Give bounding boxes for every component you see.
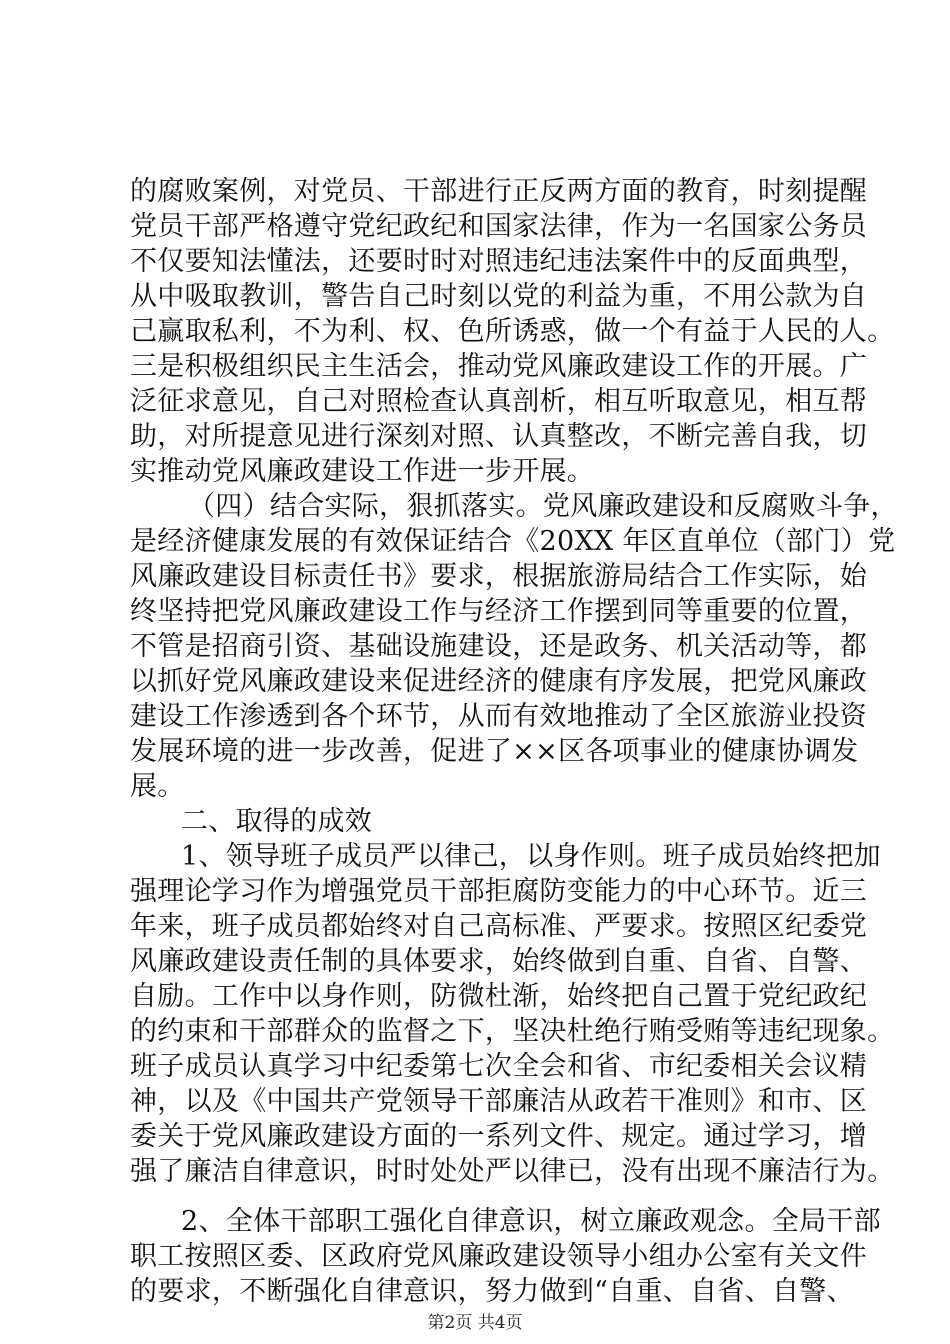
text-line: 终坚持把党风廉政建设工作与经济工作摆到同等重要的位置， [130,596,868,627]
text-line: 职工按照区委、区政府党风廉政建设领导小组办公室有关文件 [130,1241,868,1272]
text-line: 是经济健康发展的有效保证结合《20XX 年区直单位（部门）党 [130,526,896,557]
text-line: 的腐败案例，对党员、干部进行正反两方面的教育，时刻提醒 [130,176,868,207]
text-line: 班子成员认真学习中纪委第七次全会和省、市纪委相关会议精 [130,1051,868,1082]
text-line: 风廉政建设责任制的具体要求，始终做到自重、自省、自警、 [130,946,868,977]
text-line: 三是积极组织民主生活会，推动党风廉政建设工作的开展。广 [130,351,868,382]
text-line: 年来，班子成员都始终对自己高标准、严要求。按照区纪委党 [130,911,868,942]
text-line: 实推动党风廉政建设工作进一步开展。 [130,456,595,487]
text-line: 己赢取私利，不为利、权、色所诱惑，做一个有益于人民的人。 [130,316,895,347]
text-line: 展。 [130,771,185,802]
text-line: 的要求，不断强化自律意识，努力做到“自重、自省、自警、 [130,1276,854,1307]
text-line: 建设工作渗透到各个环节，从而有效地推动了全区旅游业投资 [130,701,868,732]
text-line: 风廉政建设目标责任书》要求，根据旅游局结合工作实际，始 [130,561,868,592]
section-heading: 二、取得的成效 [181,806,373,837]
text-line: 以抓好党风廉政建设来促进经济的健康有序发展，把党风廉政 [130,666,868,697]
text-line: 自励。工作中以身作则，防微杜渐，始终把自己置于党纪政纪 [130,981,868,1012]
text-line: 党员干部严格遵守党纪政纪和国家法律，作为一名国家公务员 [130,211,868,242]
text-line: 助，对所提意见进行深刻对照、认真整改，不断完善自我，切 [130,421,868,452]
text-line: 的约束和干部群众的监督之下，坚决杜绝行贿受贿等违纪现象。 [130,1016,895,1047]
page-footer: 第2页 共4页 [427,1313,523,1333]
text-line: （四）结合实际，狠抓落实。党风廉政建设和反腐败斗争， [188,491,898,522]
text-line: 发展环境的进一步改善，促进了××区各项事业的健康协调发 [130,736,859,767]
text-line: 1、领导班子成员严以律己，以身作则。班子成员始终把加 [181,841,881,872]
text-line: 委关于党风廉政建设方面的一系列文件、规定。通过学习，增 [130,1121,868,1152]
text-line: 2、全体干部职工强化自律意识，树立廉政观念。全局干部 [181,1206,881,1237]
text-line: 从中吸取教训，警告自己时刻以党的利益为重，不用公款为自 [130,281,868,312]
text-line: 神，以及《中国共产党领导干部廉洁从政若干准则》和市、区 [130,1086,868,1117]
text-line: 强了廉洁自律意识，时时处处严以律已，没有出现不廉洁行为。 [130,1156,895,1187]
text-line: 不仅要知法懂法，还要时时对照违纪违法案件中的反面典型， [130,246,868,277]
text-line: 强理论学习作为增强党员干部拒腐防变能力的中心环节。近三 [130,876,868,907]
text-line: 不管是招商引资、基础设施建设，还是政务、机关活动等，都 [130,631,868,662]
text-line: 泛征求意见，自己对照检查认真剖析，相互听取意见，相互帮 [130,386,868,417]
